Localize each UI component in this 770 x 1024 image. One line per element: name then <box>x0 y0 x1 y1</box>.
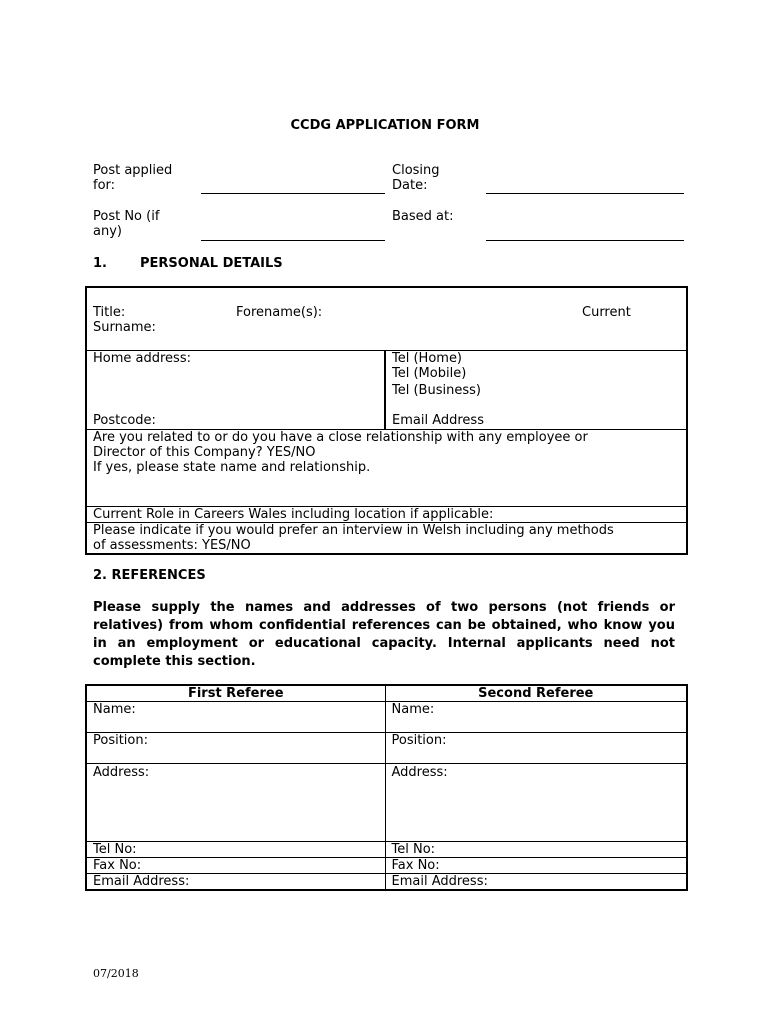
post-no-label-line2: any) <box>93 224 122 239</box>
position-label: Position: <box>93 733 148 748</box>
first-referee-position[interactable] <box>86 733 385 764</box>
post-applied-label-line2: for: <box>93 178 116 193</box>
address-label: Address: <box>93 765 150 780</box>
email-label: Email Address: <box>391 874 488 889</box>
references-table <box>85 684 688 891</box>
surname-label: Surname: <box>93 320 156 335</box>
second-referee-tel[interactable] <box>385 842 687 858</box>
closing-date-label <box>392 163 440 193</box>
first-referee-tel[interactable] <box>86 842 385 858</box>
section1-number: 1. <box>93 256 107 271</box>
tel-home-label: Tel (Home) <box>392 350 463 366</box>
current-role-cell[interactable] <box>86 506 687 522</box>
post-applied-label <box>93 163 172 193</box>
address-label: Address: <box>391 765 448 780</box>
fax-label: Fax No: <box>391 858 440 873</box>
welsh-line1: Please indicate if you would prefer an interview in Welsh including any methods <box>93 522 614 538</box>
form-title: CCDG APPLICATION FORM <box>290 118 480 133</box>
relationship-cell[interactable] <box>86 429 687 506</box>
closing-date-label-line2: Date: <box>392 178 428 193</box>
post-no-field[interactable] <box>201 240 385 241</box>
section1-heading: PERSONAL DETAILS <box>140 256 283 271</box>
first-referee-fax[interactable] <box>86 858 385 874</box>
forename-label: Forename(s): <box>236 305 323 320</box>
references-instructions: Please supply the names and addresses of two persons (not friends or relatives) from whom confidential references can be obtained, who know you in an employment or educational capacity. Internal applicants need not complete this section. <box>93 600 675 669</box>
name-label: Name: <box>391 702 435 717</box>
relationship-line1: Are you related to or do you have a close relationship with any employee or <box>93 429 588 445</box>
welsh-interview-cell[interactable] <box>86 522 687 554</box>
post-no-label-line1: Post No (if <box>93 209 160 224</box>
tel-label: Tel No: <box>391 842 436 857</box>
post-no-label <box>93 209 159 239</box>
relationship-line2: Director of this Company? YES/NO <box>93 444 316 460</box>
second-referee-position[interactable] <box>385 733 687 764</box>
first-referee-email[interactable] <box>86 874 385 891</box>
tel-business-label: Tel (Business) <box>392 382 481 398</box>
based-at-label: Based at: <box>392 209 454 224</box>
name-cell[interactable] <box>86 287 687 350</box>
email-label: Email Address: <box>93 874 190 889</box>
second-referee-header: Second Referee <box>385 685 687 702</box>
personal-details-table <box>85 286 688 555</box>
contact-cell[interactable] <box>385 350 687 429</box>
fax-label: Fax No: <box>93 858 142 873</box>
home-address-cell[interactable] <box>86 350 385 429</box>
name-label: Name: <box>93 702 136 717</box>
first-referee-name[interactable] <box>86 702 385 733</box>
footer-date: 07/2018 <box>93 967 139 980</box>
section2-heading: 2. REFERENCES <box>93 568 206 583</box>
relationship-line3: If yes, please state name and relationship. <box>93 459 371 475</box>
second-referee-fax[interactable] <box>385 858 687 874</box>
home-address-label: Home address: <box>93 350 191 366</box>
position-label: Position: <box>391 733 447 748</box>
second-referee-name[interactable] <box>385 702 687 733</box>
email-label: Email Address <box>392 412 484 428</box>
closing-date-field[interactable] <box>486 193 684 194</box>
tel-label: Tel No: <box>93 842 137 857</box>
first-referee-header: First Referee <box>86 685 385 702</box>
post-applied-label-line1: Post applied <box>93 163 173 178</box>
closing-date-label-line1: Closing <box>392 163 440 178</box>
current-label: Current <box>582 305 631 320</box>
tel-mobile-label: Tel (Mobile) <box>392 365 467 381</box>
post-applied-field[interactable] <box>201 193 385 194</box>
title-label: Title: <box>93 305 126 320</box>
current-role-label: Current Role in Careers Wales including location if applicable: <box>93 506 494 522</box>
first-referee-address[interactable] <box>86 764 385 842</box>
based-at-field[interactable] <box>486 240 684 241</box>
welsh-line2: of assessments: YES/NO <box>93 537 251 553</box>
second-referee-email[interactable] <box>385 874 687 891</box>
postcode-label: Postcode: <box>93 412 156 428</box>
second-referee-address[interactable] <box>385 764 687 842</box>
